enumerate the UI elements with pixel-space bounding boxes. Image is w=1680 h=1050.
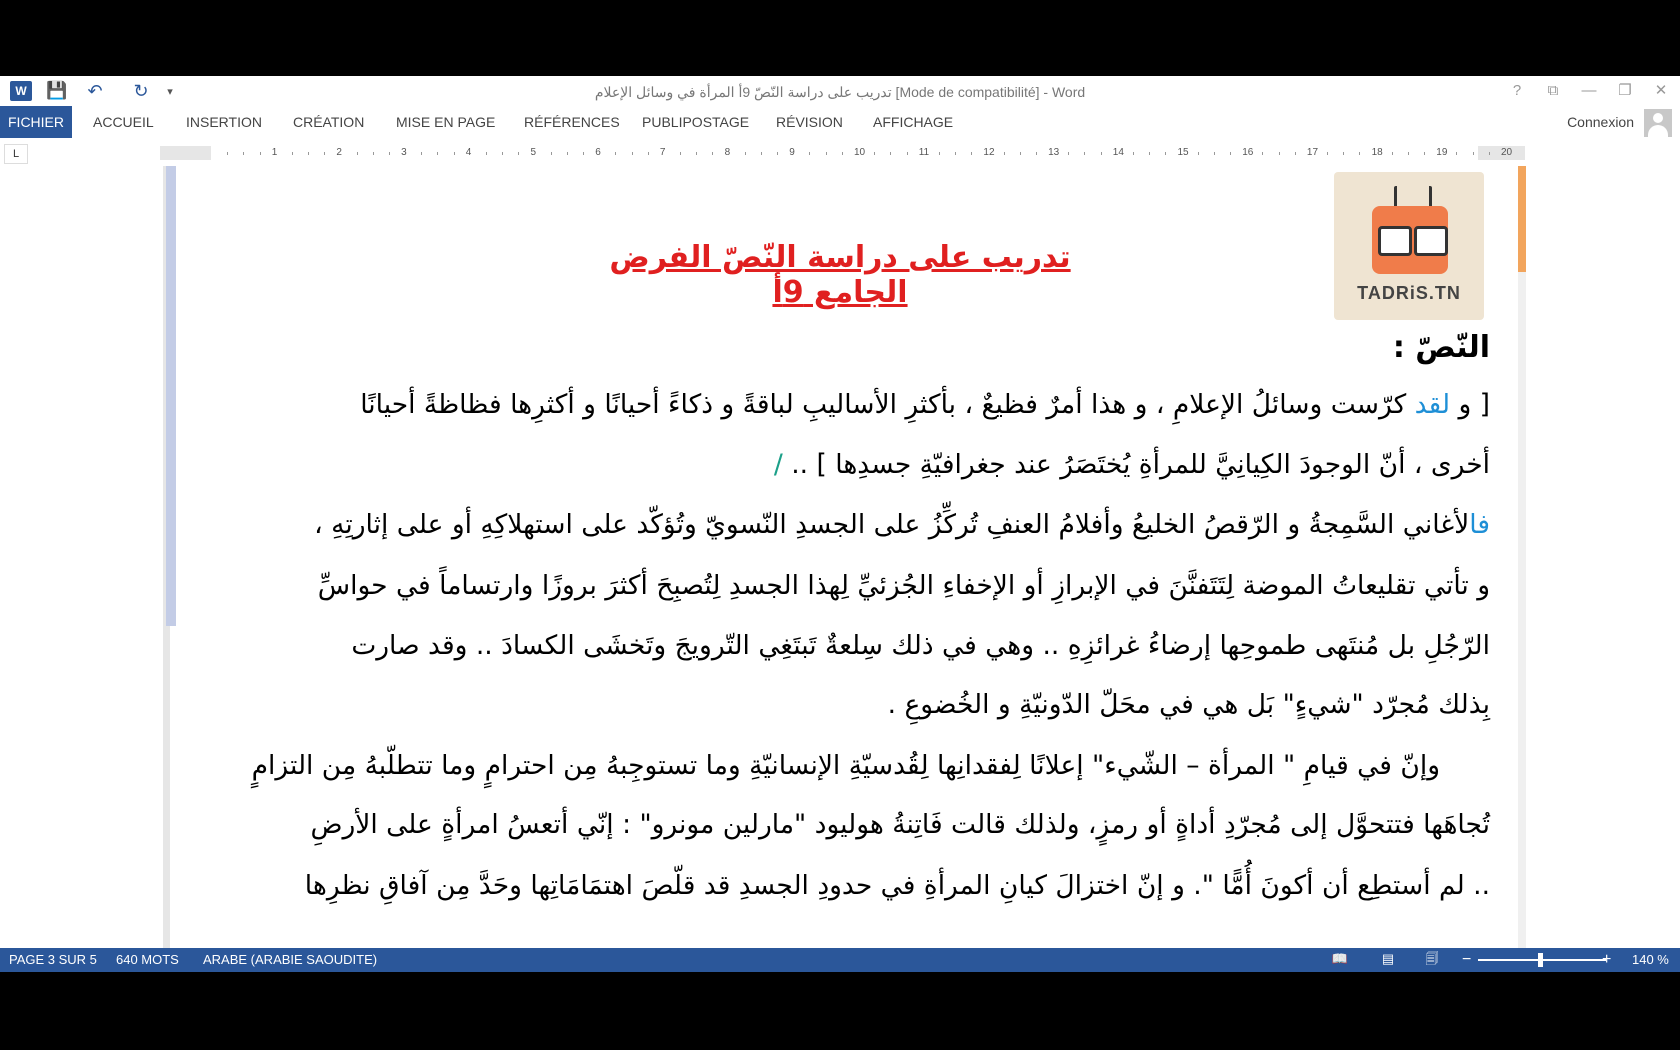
ruler-tick <box>696 152 697 155</box>
ruler-tick <box>1101 152 1102 155</box>
ruler-tick <box>1489 152 1490 155</box>
tab-publipostage[interactable]: PUBLIPOSTAGE <box>642 114 750 130</box>
ruler-tick <box>680 152 681 155</box>
print-layout-icon[interactable]: ▤ <box>1381 951 1395 966</box>
ruler-tick <box>1408 152 1409 155</box>
ruler-number: 4 <box>465 147 472 158</box>
text-run: [ و <box>1450 389 1490 420</box>
ruler-number: 6 <box>595 147 601 158</box>
ruler-tick <box>486 152 487 155</box>
word-window <box>0 76 1680 972</box>
tab-references[interactable]: RÉFÉRENCES <box>524 114 620 130</box>
text-line[interactable] <box>305 870 1490 901</box>
ruler-tick <box>1149 152 1150 155</box>
zoom-in-button[interactable]: + <box>1602 951 1612 968</box>
horizontal-ruler[interactable] <box>160 146 1525 160</box>
ruler-tick <box>583 152 584 155</box>
ruler-number: 7 <box>659 147 666 158</box>
tab-insertion[interactable]: INSERTION <box>186 114 262 130</box>
ruler-tick <box>777 152 778 155</box>
avatar-body-shape <box>1648 125 1668 137</box>
tab-revision[interactable]: RÉVISION <box>776 114 843 130</box>
ruler-tick <box>874 152 875 155</box>
text-line[interactable] <box>351 630 1490 661</box>
ruler-tick <box>971 152 972 155</box>
text-line[interactable] <box>310 809 1490 840</box>
text-run: و تأتي تقليعاتُ الموضة لِتَتَفنَّنَ في الإبرازِ أو الإخفاءِ الجُزئيِّ لِهذا الجسدِ لِتُصبِحَ أكثرَ بروزًا وارتساماً في حواسِّ <box>317 570 1490 601</box>
text-line[interactable] <box>318 570 1490 601</box>
navigation-marker <box>166 166 176 626</box>
ruler-tick <box>1020 152 1021 155</box>
scrollbar-thumb[interactable] <box>1518 166 1526 272</box>
ruler-tick <box>648 152 649 155</box>
ruler-tick <box>632 152 633 155</box>
ruler-number: 9 <box>789 147 795 158</box>
help-button[interactable]: ? <box>1512 82 1522 99</box>
ruler-tick <box>826 152 827 155</box>
ruler-tick <box>551 152 552 155</box>
ruler-tick <box>389 152 390 155</box>
ruler-tick <box>357 152 358 155</box>
logo-glasses-left-shape <box>1378 226 1412 256</box>
text-run: الرّجُلِ بل مُنتَهى طموحِها إرضاءُ غرائزِهِ .. وهي في ذلك سِلعةٌ تَبتَغِي التّرويجَ وتَخشَى الكسادَ .. وقد صارت <box>351 630 1490 661</box>
ruler-tick <box>308 152 309 155</box>
ruler-number: 2 <box>336 147 342 158</box>
zoom-slider-thumb[interactable] <box>1538 953 1543 967</box>
title-bar <box>0 76 1680 106</box>
ruler-number: 1 <box>271 147 278 158</box>
ruler-tick <box>567 152 568 155</box>
ruler-number: 3 <box>401 147 407 158</box>
ruler-tick <box>842 152 843 155</box>
ruler-tick <box>890 152 891 155</box>
ruler-tick <box>260 152 261 155</box>
text-run: لأغاني السَّمِجةُ و الرّقصُ الخليعُ وأفلامُ العنفِ تُركِّزُ على الجسدِ النّسويّ وتُؤكّد على استهلاكِهِ أو على إثارتِهِ ، <box>314 509 1470 540</box>
ruler-tick <box>454 152 455 155</box>
ruler-tick <box>1004 152 1005 155</box>
ruler-tick <box>227 152 228 155</box>
status-bar <box>0 948 1680 972</box>
ruler-tick <box>1036 152 1037 155</box>
tab-mise-en-page[interactable]: MISE EN PAGE <box>396 114 496 130</box>
ruler-tick <box>939 152 940 155</box>
ruler-number: 16 <box>1242 147 1254 158</box>
ruler-tick <box>809 152 810 155</box>
ruler-number: 18 <box>1371 147 1383 158</box>
customize-quick-access-icon[interactable]: ▾ <box>167 85 173 98</box>
ruler-number: 14 <box>1112 147 1124 158</box>
word-count[interactable]: 640 MOTS <box>116 952 179 967</box>
ruler-tick <box>745 152 746 155</box>
text-heading[interactable]: النّصّ : <box>1392 330 1490 365</box>
ruler-tick <box>1230 152 1231 155</box>
ruler-tick <box>324 152 325 155</box>
restore-button[interactable]: ❐ <box>1618 82 1632 99</box>
ruler-tick <box>421 152 422 155</box>
user-avatar-icon[interactable] <box>1644 109 1672 137</box>
document-title[interactable]: تدريب على دراسة النّصّ الفرض الجامع 9أ <box>609 240 1071 310</box>
ruler-tick <box>1279 152 1280 155</box>
text-run: بِذلك مُجرّد "شيءٍ" بَل هي في محَلّ الدّونيّةِ و الخُضوعِ . <box>887 689 1490 720</box>
ruler-tick <box>243 152 244 155</box>
redo-button[interactable]: ↻ <box>133 80 149 101</box>
language-indicator[interactable]: ARABE (ARABIE SAOUDITE) <box>203 952 378 967</box>
logo-glasses-right-shape <box>1414 226 1448 256</box>
save-button[interactable]: 💾 <box>46 81 68 100</box>
ruler-number: 15 <box>1177 147 1189 158</box>
ruler-tick <box>1327 152 1328 155</box>
text-line[interactable] <box>314 509 1490 540</box>
tab-accueil[interactable]: ACCUEIL <box>93 114 154 130</box>
ruler-number: 11 <box>918 147 930 158</box>
ruler-tick <box>1084 152 1085 155</box>
text-line[interactable] <box>360 389 1490 420</box>
minimize-button[interactable]: — <box>1581 82 1597 99</box>
ruler-tick <box>1262 152 1263 155</box>
ruler-number: 8 <box>724 147 731 158</box>
text-run: تُجاهَها فتتحوَّل إلى مُجرّدِ أداةٍ أو رمزٍ، ولذلك قالت فَاتِنةُ هوليود "مارلين مونرو" : إنّي أتعسُ امرأةٍ على الأرضِ <box>310 809 1490 840</box>
ruler-area <box>0 138 1680 166</box>
text-run: .. لم أستطِع أن أكونَ أُمًّا ". و إنّ اختزالَ كيانِ المرأةِ في حدودِ الجسدِ قد قلّصَ اهتمَامَاتِها وحَدَّ مِن آفاقِ نظرِها <box>304 870 1490 901</box>
ruler-tick <box>712 152 713 155</box>
word-app-icon[interactable]: W <box>10 81 32 101</box>
text-run: أخرى ، أنّ الوجودَ الكِيانِيَّ للمرأةِ يُختَصَرُ عند جغرافيّةِ جسدِها ] .. <box>782 449 1490 480</box>
text-line[interactable] <box>888 689 1490 720</box>
ruler-tick <box>1068 152 1069 155</box>
ruler-tick <box>502 152 503 155</box>
ruler-tick <box>615 152 616 155</box>
ruler-number: 19 <box>1436 147 1448 158</box>
ruler-number: 17 <box>1306 147 1319 158</box>
ruler-tick <box>1359 152 1360 155</box>
logo-brand-text: TADRiS.TN <box>1357 283 1461 303</box>
ruler-tick <box>1214 152 1215 155</box>
text-run: لقد <box>1414 389 1451 420</box>
ruler-tick <box>1295 152 1296 155</box>
close-button[interactable]: ✕ <box>1654 82 1668 99</box>
web-layout-icon[interactable]: 🗐 <box>1425 951 1439 966</box>
ruler-number: 20 <box>1501 147 1513 158</box>
ribbon-options-button[interactable]: ⧉ <box>1547 82 1559 99</box>
ruler-tick <box>1424 152 1425 155</box>
ruler-tick <box>373 152 374 155</box>
ruler-tick <box>1473 152 1474 155</box>
read-mode-icon[interactable]: 📖 <box>1331 951 1349 966</box>
undo-button[interactable]: ↶ <box>87 80 103 101</box>
tab-fichier[interactable]: FICHIER <box>0 106 72 138</box>
window-title: تدريب على دراسة النّصّ 9أ المرأة في وسائل الإعلام [Mode de compatibilité] - Word <box>594 84 1086 100</box>
document-area <box>0 166 1680 948</box>
ribbon-tabs <box>0 106 1680 138</box>
vertical-scrollbar[interactable] <box>1518 166 1526 948</box>
ruler-tick <box>761 152 762 155</box>
text-run: كرّست وسائلُ الإعلامِ ، و هذا أمرٌ فظيعٌ ، بأكثرِ الأساليبِ لباقةً و ذكاءً أحيانًا و أكثرِها فظاظةً أحيانًا <box>360 389 1415 420</box>
ruler-number: 5 <box>530 147 537 158</box>
ruler-tick <box>1198 152 1199 155</box>
ruler-tick <box>518 152 519 155</box>
text-run: وإنّ في قيامِ " المرأة – الشّيء" إعلانًا لِفقدانِها لِقُدسيّةِ الإنسانيّةِ وما تستوجِبهُ مِن احترامٍ وما تتطلّبهُ مِن التزامٍ <box>251 750 1440 781</box>
ruler-number: 12 <box>983 147 995 158</box>
ruler-tick <box>907 152 908 155</box>
tadris-logo <box>1334 172 1484 320</box>
zoom-out-button[interactable]: − <box>1462 951 1472 968</box>
ruler-tick <box>1456 152 1457 155</box>
tab-affichage[interactable]: AFFICHAGE <box>873 114 954 130</box>
ruler-tick <box>1165 152 1166 155</box>
tab-stop-selector[interactable]: L <box>4 144 28 164</box>
ruler-tick <box>292 152 293 155</box>
text-run: فا <box>1469 509 1490 540</box>
ruler-number: 13 <box>1048 147 1060 158</box>
ruler-number: 10 <box>854 147 866 158</box>
ruler-tick <box>1343 152 1344 155</box>
ruler-tick <box>1392 152 1393 155</box>
page-count[interactable]: PAGE 3 SUR 5 <box>9 952 97 967</box>
zoom-level[interactable]: 140 % <box>1632 952 1669 967</box>
ruler-tick <box>437 152 438 155</box>
tab-creation[interactable]: CRÉATION <box>293 114 365 130</box>
text-line[interactable] <box>774 449 1490 480</box>
text-run: / <box>773 449 783 480</box>
text-line[interactable] <box>252 750 1440 781</box>
ruler-tick <box>955 152 956 155</box>
avatar-head-shape <box>1653 113 1663 123</box>
sign-in-link[interactable]: Connexion <box>1567 114 1634 130</box>
ruler-tick <box>1133 152 1134 155</box>
